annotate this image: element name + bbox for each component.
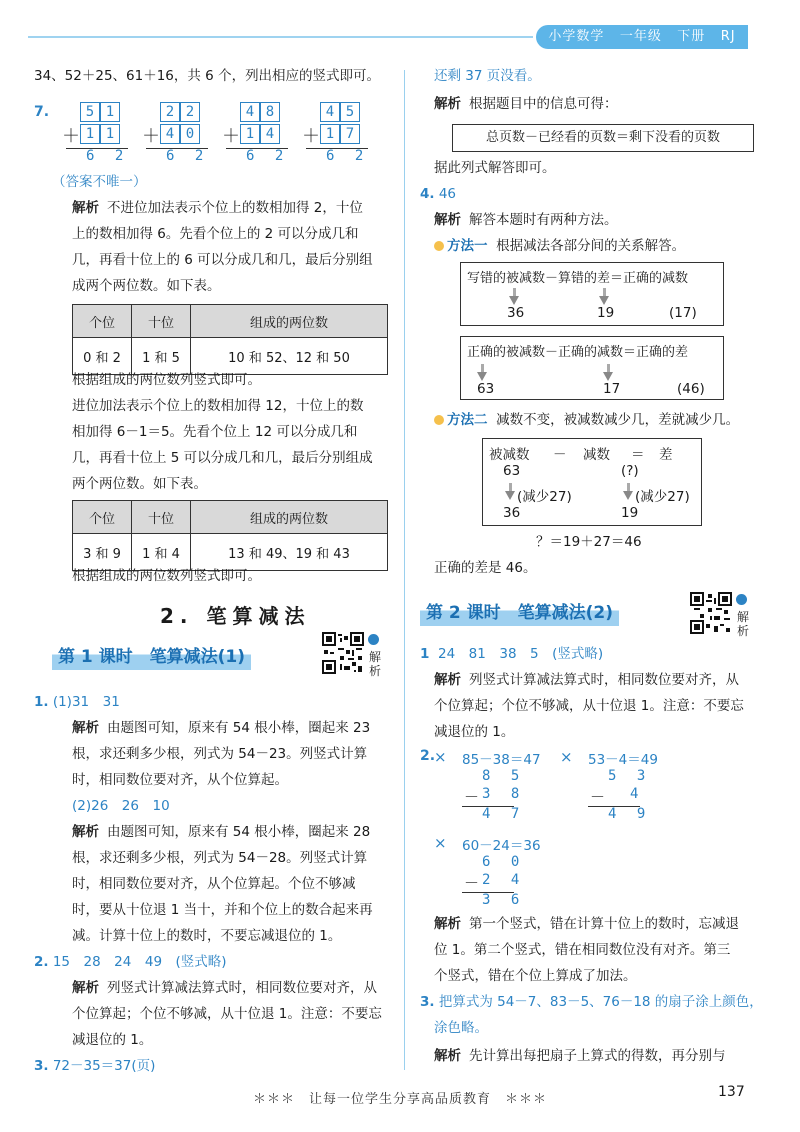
digit-box: 0 bbox=[180, 124, 200, 144]
r-q2-pc: 个竖式，错在个位上算成了加法。 bbox=[434, 968, 637, 984]
p3b: 相加得 6－1＝5。先看个位上 12 可以分成几和 bbox=[72, 424, 358, 440]
r-q3-a1: 把算式为 54－7、83－5、76－18 的扇子涂上颜色， bbox=[438, 994, 763, 1010]
box3-v3: (46) bbox=[677, 381, 705, 397]
vertical-middle: 2 4 bbox=[482, 872, 526, 888]
arrow-down-icon bbox=[623, 491, 633, 500]
play-icon bbox=[368, 634, 379, 645]
plus-sign: ＋ bbox=[142, 126, 160, 147]
arrow-down-icon bbox=[477, 372, 487, 381]
q3 bbox=[34, 1054, 155, 1078]
q1-jiexi-b bbox=[72, 820, 370, 844]
header-subject: 小学数学 bbox=[548, 29, 605, 44]
table-1-c1: 0 和 2 bbox=[73, 338, 132, 375]
p1b: 上的数相加得 6。先看个位上的 2 可以分成几和 bbox=[72, 226, 359, 242]
vertical-middle: 3 8 bbox=[482, 786, 526, 802]
r-q3 bbox=[420, 990, 763, 1014]
jiexi-label: 解析 bbox=[72, 980, 99, 996]
table-1 bbox=[72, 304, 388, 375]
digit-box: 7 bbox=[340, 124, 360, 144]
q7-note: （答案不唯一） bbox=[52, 174, 147, 190]
box4-a1: 63 bbox=[503, 463, 521, 479]
arrow-down-icon bbox=[481, 364, 484, 372]
q3-number: 3. bbox=[34, 1058, 49, 1074]
jiexi-label: 解析 bbox=[434, 96, 461, 112]
q1-number: 1. bbox=[34, 694, 49, 710]
q7-number: 7. bbox=[34, 104, 50, 120]
digit-box: 4 bbox=[240, 102, 260, 122]
r-q2-jiexi bbox=[434, 912, 739, 936]
arrow-down-icon bbox=[603, 288, 606, 296]
jiexi-p1 bbox=[72, 196, 363, 220]
digit-box: 8 bbox=[260, 102, 280, 122]
table-2-header bbox=[73, 501, 388, 534]
r1: 还剩 37 页没看。 bbox=[434, 68, 541, 84]
qr-label-2: 析 bbox=[737, 624, 750, 638]
r4-line bbox=[434, 208, 618, 232]
r-q2-number: 2. bbox=[420, 748, 436, 764]
box4-h2: 减数 bbox=[583, 447, 610, 463]
r5: 正确的差是 46。 bbox=[434, 560, 537, 576]
r-q1-number: 1 bbox=[420, 646, 430, 662]
p1a: 不进位加法表示个位上的数相加得 2，十位 bbox=[107, 200, 363, 216]
table-1-c2: 1 和 5 bbox=[132, 338, 191, 375]
p1d: 成两个两位数。如下表。 bbox=[72, 278, 221, 294]
r-q2-pb: 位 1。第二个竖式，错在相同数位没有对齐。第三 bbox=[434, 942, 731, 958]
q2-answer: 15 28 24 49 (竖式略) bbox=[52, 954, 227, 970]
table-2-c1: 3 和 9 bbox=[73, 534, 132, 571]
method-2-box bbox=[482, 438, 702, 526]
arrow-down-icon bbox=[607, 364, 610, 372]
q2-pa: 列竖式计算减法算式时，相同数位要对齐，从 bbox=[107, 980, 377, 996]
wrong-mark-icon: × bbox=[434, 748, 447, 766]
table-1-h2: 十位 bbox=[132, 305, 191, 338]
wrong-mark-icon: × bbox=[434, 834, 447, 852]
q4-number: 4. bbox=[420, 186, 435, 202]
box3-v2: 17 bbox=[603, 381, 621, 397]
p3a: 进位加法表示个位上的数相加得 12，十位上的数 bbox=[72, 398, 364, 414]
lesson-1-title: 第 1 课时 笔算减法(1) bbox=[52, 644, 251, 670]
arrow-down-icon bbox=[599, 296, 609, 305]
box4-d1: (减少27) bbox=[517, 489, 572, 505]
digit-box: 5 bbox=[340, 102, 360, 122]
jiexi-label: 解析 bbox=[434, 212, 461, 228]
table-2-c3: 13 和 49、19 和 43 bbox=[191, 534, 388, 571]
box4-b3: 19 bbox=[621, 505, 639, 521]
q1-p1a: 由题图可知，原来有 54 根小棒，圈起来 23 bbox=[107, 720, 371, 736]
table-2 bbox=[72, 500, 388, 571]
box2-eq: 写错的被减数－算错的差＝正确的减数 bbox=[467, 271, 689, 286]
table-1-h3: 组成的两位数 bbox=[191, 305, 388, 338]
q1-p2d: 时，要从十位退 1 当十，并和个位上的数合起来再 bbox=[72, 902, 373, 918]
box3-eq: 正确的被减数－正确的减数＝正确的差 bbox=[467, 345, 689, 360]
box4-h3: 差 bbox=[659, 447, 673, 463]
header-edition: RJ bbox=[720, 29, 736, 44]
q2-pc: 减退位的 1。 bbox=[72, 1032, 153, 1048]
r4: 解答本题时有两种方法。 bbox=[469, 212, 618, 228]
box4-op: － bbox=[553, 447, 567, 463]
digit-box: 5 bbox=[80, 102, 100, 122]
q2 bbox=[34, 950, 227, 974]
q1-jiexi-a bbox=[72, 716, 370, 740]
box2-v3: (17) bbox=[669, 305, 697, 321]
minus-sign: － bbox=[464, 788, 480, 806]
method-1 bbox=[434, 234, 685, 258]
digit-box: 2 bbox=[180, 102, 200, 122]
table-1-h1: 个位 bbox=[73, 305, 132, 338]
table-1-header bbox=[73, 305, 388, 338]
qr-label-2: 析 bbox=[369, 664, 382, 678]
jiexi-label: 解析 bbox=[434, 672, 461, 688]
jiexi-label: 解析 bbox=[72, 720, 99, 736]
section-title: 2. 笔算减法 bbox=[160, 604, 311, 628]
r-q3-jiexi bbox=[434, 1044, 726, 1068]
method-2-label: 方法二 bbox=[447, 412, 488, 428]
table-2-h1: 个位 bbox=[73, 501, 132, 534]
formula-box: 总页数－已经看的页数＝剩下没看的页数 bbox=[452, 124, 754, 152]
q1-p1b: 根，求还剩多少根，列式为 54－23。列竖式计算 bbox=[72, 746, 368, 762]
p1c: 几，再看十位上的 6 可以分成几和几，最后分别组 bbox=[72, 252, 373, 268]
digit-box: 1 bbox=[100, 102, 120, 122]
r-q1-jiexi bbox=[434, 668, 739, 692]
q2-pb: 个位算起；个位不够减，从十位退 1。注意：不要忘 bbox=[72, 1006, 382, 1022]
p2: 根据组成的两位数列竖式即可。 bbox=[72, 372, 261, 388]
subtraction-equation: 53－4＝49 bbox=[588, 752, 658, 768]
sum-result: 6 2 bbox=[166, 148, 210, 164]
box4-a3: (?) bbox=[621, 463, 639, 479]
method-2 bbox=[434, 408, 739, 432]
r-q1-pb: 个位算起；个位不够减，从十位退 1。注意：不要忘 bbox=[434, 698, 744, 714]
vertical-result: 3 6 bbox=[482, 892, 526, 908]
p3c: 几，再看十位上 5 可以分成几和几，最后分别组成 bbox=[72, 450, 373, 466]
arrow-down-icon bbox=[603, 372, 613, 381]
minus-sign: － bbox=[590, 788, 606, 806]
header-rule bbox=[28, 36, 533, 38]
r3: 据此列式解答即可。 bbox=[434, 160, 556, 176]
r-q1-pa: 列竖式计算减法算式时，相同数位要对齐，从 bbox=[469, 672, 739, 688]
q2-jiexi bbox=[72, 976, 377, 1000]
arrow-down-icon bbox=[509, 483, 512, 491]
jiexi-label: 解析 bbox=[434, 1048, 461, 1064]
table-2-h2: 十位 bbox=[132, 501, 191, 534]
digit-box: 4 bbox=[160, 124, 180, 144]
box2-v1: 36 bbox=[507, 305, 525, 321]
sum-result: 6 2 bbox=[246, 148, 290, 164]
vertical-top: 6 0 bbox=[482, 854, 526, 870]
digit-box: 4 bbox=[320, 102, 340, 122]
r-q1-pc: 减退位的 1。 bbox=[434, 724, 515, 740]
box4-h1: 被减数 bbox=[489, 447, 530, 463]
box4-eq: ＝ bbox=[631, 447, 645, 463]
qr-label-1: 解 bbox=[369, 650, 382, 664]
q1 bbox=[34, 690, 120, 714]
q1-answer-a: (1)31 31 bbox=[52, 694, 120, 710]
digit-box: 4 bbox=[260, 124, 280, 144]
header-grade: 一年级 bbox=[619, 29, 662, 44]
digit-box: 1 bbox=[240, 124, 260, 144]
subtraction-equation: 85－38＝47 bbox=[462, 752, 541, 768]
qr-code-icon[interactable] bbox=[690, 592, 732, 634]
play-icon bbox=[736, 594, 747, 605]
r-q1 bbox=[420, 642, 603, 666]
method-1-text: 根据减法各部分间的关系解答。 bbox=[496, 238, 686, 254]
method-mark-icon bbox=[434, 415, 444, 425]
lesson-2-title: 第 2 课时 笔算减法(2) bbox=[420, 600, 619, 626]
arrow-down-icon bbox=[513, 288, 516, 296]
plus-sign: ＋ bbox=[302, 126, 320, 147]
vertical-result: 4 9 bbox=[608, 806, 652, 822]
q2-number: 2. bbox=[34, 954, 49, 970]
r-q3-number: 3. bbox=[420, 994, 435, 1010]
wrong-mark-icon: × bbox=[560, 748, 573, 766]
table-1-c3: 10 和 52、12 和 50 bbox=[191, 338, 388, 375]
vertical-result: 4 7 bbox=[482, 806, 526, 822]
page-number: 137 bbox=[718, 1084, 745, 1100]
jiexi-label: 解析 bbox=[72, 200, 99, 216]
header-volume: 下册 bbox=[677, 29, 706, 44]
vertical-top: 5 3 bbox=[608, 768, 652, 784]
q3-answer: 72－35＝37(页) bbox=[52, 1058, 156, 1074]
q1-p2c: 时，相同数位要对齐，从个位算起。个位不够减 bbox=[72, 876, 356, 892]
q4-answer: 46 bbox=[438, 186, 457, 202]
box4-b1: 36 bbox=[503, 505, 521, 521]
table-2-c2: 1 和 4 bbox=[132, 534, 191, 571]
sum-result: 6 2 bbox=[86, 148, 130, 164]
q1-p1c: 时，相同数位要对齐，从个位算起。 bbox=[72, 772, 288, 788]
plus-sign: ＋ bbox=[222, 126, 240, 147]
method-1-label: 方法一 bbox=[447, 238, 488, 254]
q1-p2a: 由题图可知，原来有 54 根小棒，圈起来 28 bbox=[107, 824, 371, 840]
digit-box: 1 bbox=[80, 124, 100, 144]
q1-p2e: 减。计算十位上的数时，不要忘减退位的 1。 bbox=[72, 928, 342, 944]
left-line-1: 34、52＋25、61＋16，共 6 个，列出相应的竖式即可。 bbox=[34, 68, 381, 84]
digit-box: 2 bbox=[160, 102, 180, 122]
header-badge bbox=[536, 25, 748, 49]
qr-label bbox=[369, 650, 381, 678]
column-divider bbox=[404, 70, 405, 1070]
qr-code-icon[interactable] bbox=[322, 632, 364, 674]
calc-line: ？＝19＋27＝46 bbox=[536, 534, 642, 550]
footer-slogan: ＊＊＊ 让每一位学生分享高品质教育 ＊＊＊ bbox=[252, 1092, 547, 1107]
box4-d3: (减少27) bbox=[635, 489, 690, 505]
subtraction-equation: 60－24＝36 bbox=[462, 838, 541, 854]
table-2-h3: 组成的两位数 bbox=[191, 501, 388, 534]
arrow-down-icon bbox=[627, 483, 630, 491]
box3-v1: 63 bbox=[477, 381, 495, 397]
jiexi-label: 解析 bbox=[434, 916, 461, 932]
r2: 根据题目中的信息可得： bbox=[469, 96, 618, 112]
r-q3-p: 先计算出每把扇子上算式的得数，再分别与 bbox=[469, 1048, 726, 1064]
q4 bbox=[420, 182, 456, 206]
r-q3-a2: 涂色略。 bbox=[434, 1020, 488, 1036]
method-1-box-a bbox=[460, 262, 724, 326]
box2-v2: 19 bbox=[597, 305, 615, 321]
arrow-down-icon bbox=[505, 491, 515, 500]
minus-sign: － bbox=[464, 874, 480, 892]
qr-label-1: 解 bbox=[737, 610, 750, 624]
vertical-middle: 4 bbox=[630, 786, 645, 802]
r2-line bbox=[434, 92, 618, 116]
arrow-down-icon bbox=[509, 296, 519, 305]
p4: 根据组成的两位数列竖式即可。 bbox=[72, 568, 261, 584]
r-q1-answer: 24 81 38 5 (竖式略) bbox=[438, 646, 604, 662]
digit-box: 1 bbox=[320, 124, 340, 144]
vertical-top: 8 5 bbox=[482, 768, 526, 784]
method-2-text: 减数不变，被减数减少几，差就减少几。 bbox=[496, 412, 740, 428]
sum-result: 6 2 bbox=[326, 148, 370, 164]
q1-p2b: 根，求还剩多少根，列式为 54－28。列竖式计算 bbox=[72, 850, 368, 866]
p3d: 两个两位数。如下表。 bbox=[72, 476, 207, 492]
r-q2-pa: 第一个竖式，错在计算十位上的数时，忘减退 bbox=[469, 916, 739, 932]
plus-sign: ＋ bbox=[62, 126, 80, 147]
qr-label bbox=[737, 610, 749, 638]
digit-box: 1 bbox=[100, 124, 120, 144]
jiexi-label: 解析 bbox=[72, 824, 99, 840]
method-mark-icon bbox=[434, 241, 444, 251]
method-1-box-b bbox=[460, 336, 724, 400]
q1-answer-b: (2)26 26 10 bbox=[72, 798, 170, 814]
